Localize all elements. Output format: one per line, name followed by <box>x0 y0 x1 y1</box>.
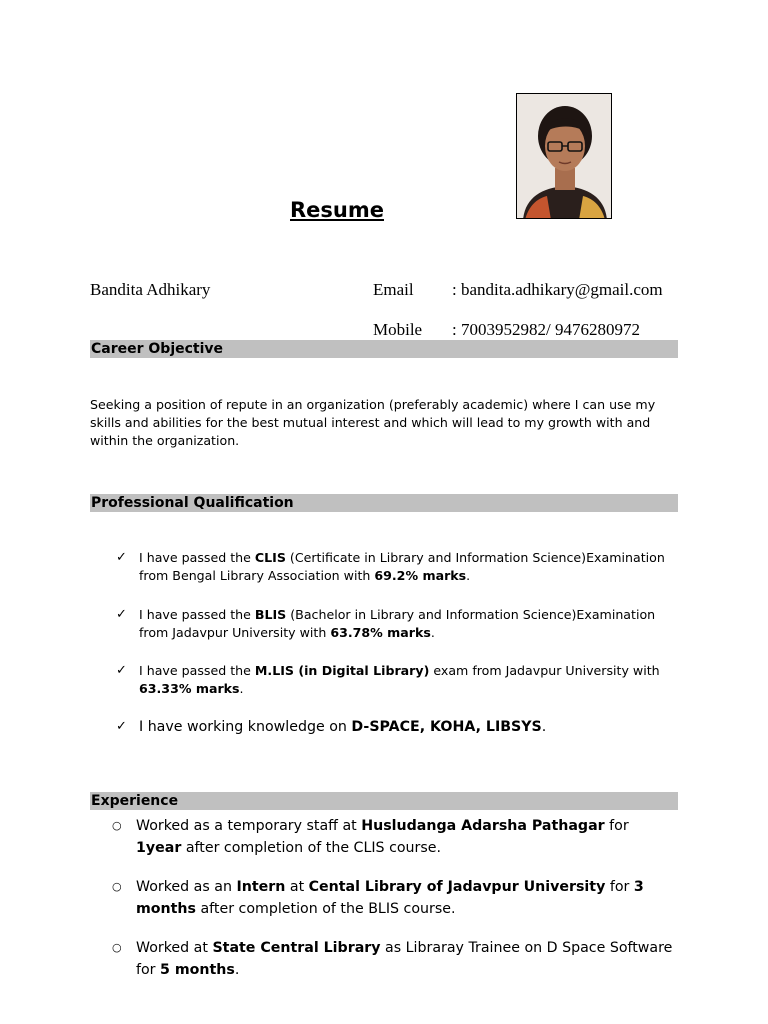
qualification-item: ✓ I have passed the BLIS (Bachelor in Library and Information Science)Examination from Jadavpur University with 63.78% marks. <box>116 607 656 640</box>
qualification-item: ✓ I have passed the M.LIS (in Digital Library) exam from Jadavpur University with 63.33% marks. <box>116 663 660 696</box>
experience-item: ○ Worked as an Intern at Cental Library of Jadavpur University for 3 months after completion of the BLIS course. <box>112 876 678 920</box>
career-objective-text: Seeking a position of repute in an organization (preferably academic) where I can use my skills and abilities for the best mutual interest and which will lead to my growth with and within the organization. <box>90 397 656 448</box>
experience-heading: Experience <box>90 792 678 810</box>
career-objective-heading: Career Objective <box>90 340 678 358</box>
experience-item: ○ Worked as a temporary staff at Husludanga Adarsha Pathagar for 1year after completion of the CLIS course. <box>112 815 678 859</box>
qualification-item: ✓ I have passed the CLIS (Certificate in Library and Information Science)Examination from Bengal Library Association with 69.2% marks. <box>116 550 665 583</box>
page-title: Resume <box>290 198 384 222</box>
mobile-label: Mobile <box>373 320 423 339</box>
candidate-name: Bandita Adhikary <box>90 280 211 299</box>
checkmark-icon: ✓ <box>116 663 127 678</box>
checkmark-icon: ✓ <box>116 550 127 565</box>
qualification-item: ✓ I have working knowledge on D-SPACE, KOHA, LIBSYS. <box>116 719 547 735</box>
profile-photo <box>516 93 612 219</box>
hollow-circle-icon: ○ <box>112 941 122 954</box>
email-label: Email <box>373 280 414 299</box>
email-value: : bandita.adhikary@gmail.com <box>452 280 663 299</box>
hollow-circle-icon: ○ <box>112 880 122 893</box>
checkmark-icon: ✓ <box>116 719 127 734</box>
experience-item: ○ Worked at State Central Library as Libraray Trainee on D Space Software for 5 months. <box>112 937 678 981</box>
mobile-value: : 7003952982/ 9476280972 <box>452 320 640 339</box>
hollow-circle-icon: ○ <box>112 819 122 832</box>
profile-photo-image <box>517 94 612 219</box>
checkmark-icon: ✓ <box>116 607 127 622</box>
professional-qualification-heading: Professional Qualification <box>90 494 678 512</box>
